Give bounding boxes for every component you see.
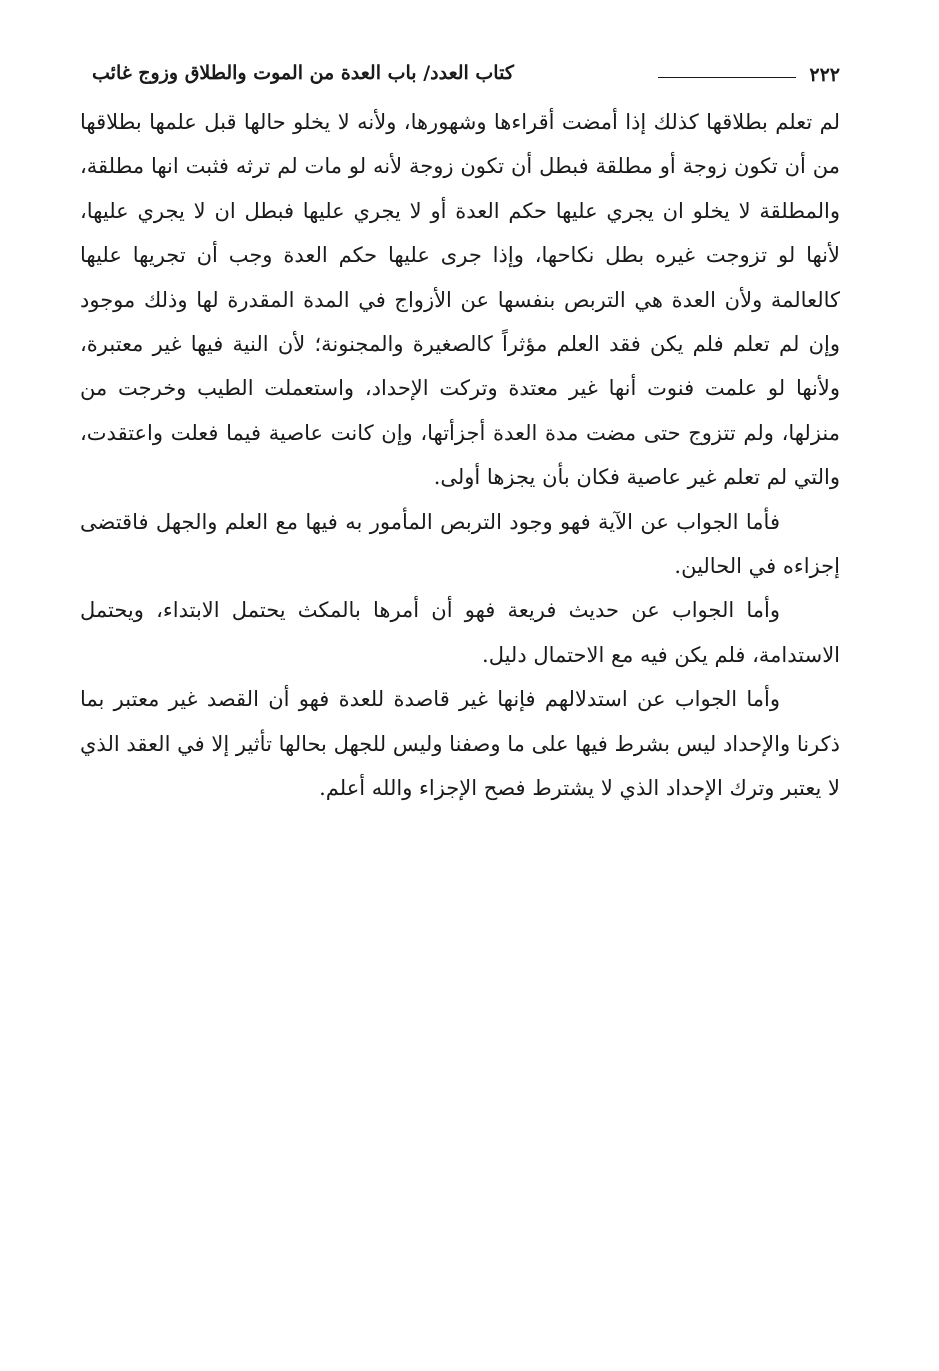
running-title: كتاب العدد/ باب العدة من الموت والطلاق وزوج غائب xyxy=(92,62,514,84)
header-rule xyxy=(658,77,796,78)
paragraph-2: فأما الجواب عن الآية فهو وجود التربص المأمور به فيها مع العلم والجهل فاقتضى إجزاءه في الحالين. xyxy=(80,509,840,579)
page-number: ٢٢٢ xyxy=(809,64,840,86)
body-text xyxy=(80,100,840,811)
paragraph-4: وأما الجواب عن استدلالهم فإنها غير قاصدة للعدة فهو أن القصد غير معتبر بما ذكرنا والإحداد ليس بشرط فيها على ما وصفنا وليس للجهل بحالها تأثير إلا في العقد الذي لا يعتبر وترك الإحداد الذي لا يشترط فصح الإجزاء والله أعلم. xyxy=(80,687,840,801)
page-header xyxy=(92,56,840,96)
paragraph-3: وأما الجواب عن حديث فريعة فهو أن أمرها بالمكث يحتمل الابتداء، ويحتمل الاستدامة، فلم يكن فيه مع الاحتمال دليل. xyxy=(80,598,840,667)
paragraph-1: لم تعلم بطلاقها كذلك إذا أمضت أقراءها وشهورها، ولأنه لا يخلو حالها قبل علمها بطلاقها من أن تكون زوجة أو مطلقة فبطل أن تكون زوجة لأنه لو مات لم ترثه فثبت انها مطلقة، والمطلقة لا يخلو ان يجري عليها حكم العدة أو لا يجري عليها فبطل ان لا يجري عليها، لأنها لو تزوجت غيره بطل نكاحها، وإذا جرى عليها حكم العدة وجب أن تجريها عليها كالعالمة ولأن العدة هي التربص بنفسها عن الأزواج في المدة المقدرة لها وذلك موجود وإن لم تعلم فلم يكن فقد العلم مؤثراً كالصغيرة والمجنونة؛ لأن النية فيها غير معتبرة، ولأنها لو علمت فنوت أنها غير معتدة وتركت الإحداد، واستعملت الطيب وخرجت من منزلها، ولم تتزوج حتى مضت مدة العدة أجزأتها، وإن كانت عاصية فيما فعلت واعتقدت، والتي لم تعلم غير عاصية فكان بأن يجزها أولى. xyxy=(80,110,840,490)
